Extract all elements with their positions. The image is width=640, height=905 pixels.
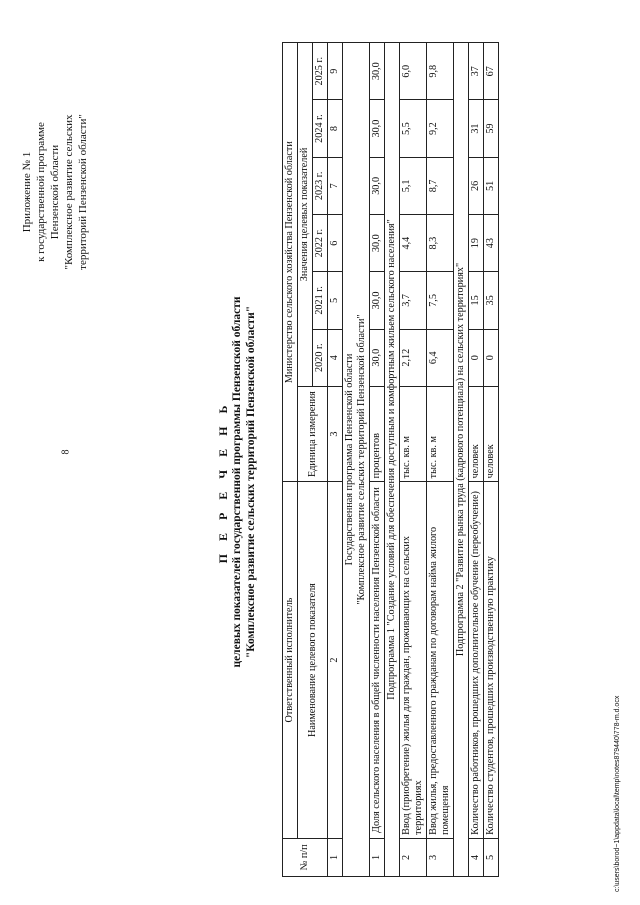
value-2020: 6,4 bbox=[427, 329, 454, 386]
page-number: 8 bbox=[60, 449, 72, 455]
document-title: П Е Р Е Ч Е Н Ь bbox=[216, 400, 230, 564]
program-line: Государственная программа Пензенской области bbox=[344, 353, 355, 566]
subprogram-title: Подпрограмма 2 "Развитие рынка труда (кадрового потенциала) на сельских территориях" bbox=[454, 43, 469, 877]
value-2025: 37 bbox=[469, 43, 484, 100]
value-2023: 51 bbox=[484, 157, 499, 214]
value-2023: 26 bbox=[469, 157, 484, 214]
appendix-line: "Комплексное развитие сельских bbox=[63, 114, 75, 270]
subprogram-title: Подпрограмма 1 "Создание условий для обеспечения доступным и комфортным жильем сельского населения" bbox=[385, 43, 400, 877]
value-2024: 59 bbox=[484, 100, 499, 157]
column-number: 9 bbox=[328, 43, 343, 100]
row-number: 1 bbox=[370, 838, 385, 876]
table-row bbox=[469, 43, 484, 877]
unit: человек bbox=[469, 386, 484, 481]
appendix-line: к государственной программе bbox=[35, 122, 47, 262]
value-2023: 8,7 bbox=[427, 157, 454, 214]
subprogram-row bbox=[385, 43, 400, 877]
subprogram-row bbox=[454, 43, 469, 877]
unit: тыс. кв. м bbox=[400, 386, 427, 481]
program-line: "Комплексное развитие сельских территорий Пензенской области" bbox=[356, 314, 367, 605]
column-number: 2 bbox=[328, 482, 343, 838]
header-year: 2022 г. bbox=[313, 215, 328, 272]
value-2025: 67 bbox=[484, 43, 499, 100]
value-2022: 43 bbox=[484, 215, 499, 272]
header-values: Значения целевых показателей bbox=[298, 43, 313, 387]
row-number: 3 bbox=[427, 838, 454, 876]
table-row bbox=[427, 43, 454, 877]
value-2022: 19 bbox=[469, 215, 484, 272]
value-2025: 6,0 bbox=[400, 43, 427, 100]
table-row bbox=[400, 43, 427, 877]
header-year: 2025 г. bbox=[313, 43, 328, 100]
column-number: 7 bbox=[328, 157, 343, 214]
row-number: 4 bbox=[469, 838, 484, 876]
appendix-line: территорий Пензенской области" bbox=[77, 114, 89, 270]
header-year: 2024 г. bbox=[313, 100, 328, 157]
column-number: 5 bbox=[328, 272, 343, 329]
column-number: 8 bbox=[328, 100, 343, 157]
value-2024: 9,2 bbox=[427, 100, 454, 157]
value-2022: 30,0 bbox=[370, 215, 385, 272]
header-executor-value: Министерство сельского хозяйства Пензенской области bbox=[283, 43, 298, 482]
header-number: № п/п bbox=[283, 838, 328, 876]
heading-line: целевых показателей государственной программы Пензенской области bbox=[231, 296, 243, 668]
appendix-note bbox=[20, 42, 90, 342]
unit: человек bbox=[484, 386, 499, 481]
value-2024: 31 bbox=[469, 100, 484, 157]
indicator-name: Доля сельского населения в общей численности населения Пензенской области bbox=[370, 482, 385, 838]
indicator-name: Ввод жилья, предоставленного гражданам по договорам найма жилого помещения bbox=[427, 482, 454, 838]
value-2020: 0 bbox=[469, 329, 484, 386]
header-indicator-name: Наименование целевого показателя bbox=[298, 482, 328, 838]
value-2022: 8,3 bbox=[427, 215, 454, 272]
unit: процентов bbox=[370, 386, 385, 481]
value-2020: 30,0 bbox=[370, 329, 385, 386]
value-2023: 5,1 bbox=[400, 157, 427, 214]
value-2021: 15 bbox=[469, 272, 484, 329]
value-2023: 30,0 bbox=[370, 157, 385, 214]
value-2021: 3,7 bbox=[400, 272, 427, 329]
indicators-table bbox=[282, 42, 499, 877]
value-2024: 30,0 bbox=[370, 100, 385, 157]
file-path-footer: c:\users\borod~1\appdata\local\temp\notes879440\778-m.d.ocx bbox=[614, 695, 621, 892]
indicator-name: Ввод (приобретение) жилья для граждан, проживающих на сельских территориях bbox=[400, 482, 427, 838]
column-number-row bbox=[328, 43, 343, 877]
indicator-name: Количество студентов, прошедших производственную практику bbox=[484, 482, 499, 838]
table-row bbox=[370, 43, 385, 877]
document-heading bbox=[216, 132, 258, 832]
appendix-line: Приложение № 1 bbox=[21, 151, 33, 233]
appendix-line: Пензенской области bbox=[49, 144, 61, 240]
column-number: 1 bbox=[328, 838, 343, 876]
program-title bbox=[343, 43, 370, 877]
header-year: 2021 г. bbox=[313, 272, 328, 329]
value-2021: 35 bbox=[484, 272, 499, 329]
program-row bbox=[343, 43, 370, 877]
column-number: 3 bbox=[328, 386, 343, 481]
row-number: 2 bbox=[400, 838, 427, 876]
column-number: 4 bbox=[328, 329, 343, 386]
rotated-landscape-page bbox=[20, 12, 620, 892]
unit: тыс. кв. м bbox=[427, 386, 454, 481]
header-year: 2020 г. bbox=[313, 329, 328, 386]
value-2022: 4,4 bbox=[400, 215, 427, 272]
header-year: 2023 г. bbox=[313, 157, 328, 214]
table-row bbox=[484, 43, 499, 877]
header-executor: Ответственный исполнитель bbox=[283, 482, 298, 838]
value-2020: 2,12 bbox=[400, 329, 427, 386]
value-2025: 9,8 bbox=[427, 43, 454, 100]
value-2025: 30,0 bbox=[370, 43, 385, 100]
value-2020: 0 bbox=[484, 329, 499, 386]
value-2021: 7,5 bbox=[427, 272, 454, 329]
indicator-name: Количество работников, прошедших дополнительное обучение (переобучение) bbox=[469, 482, 484, 838]
column-number: 6 bbox=[328, 215, 343, 272]
value-2021: 30,0 bbox=[370, 272, 385, 329]
row-number: 5 bbox=[484, 838, 499, 876]
header-unit: Единица измерения bbox=[298, 386, 328, 481]
heading-line: "Комплексное развитие сельских территорий Пензенской области" bbox=[245, 305, 257, 659]
value-2024: 5,5 bbox=[400, 100, 427, 157]
